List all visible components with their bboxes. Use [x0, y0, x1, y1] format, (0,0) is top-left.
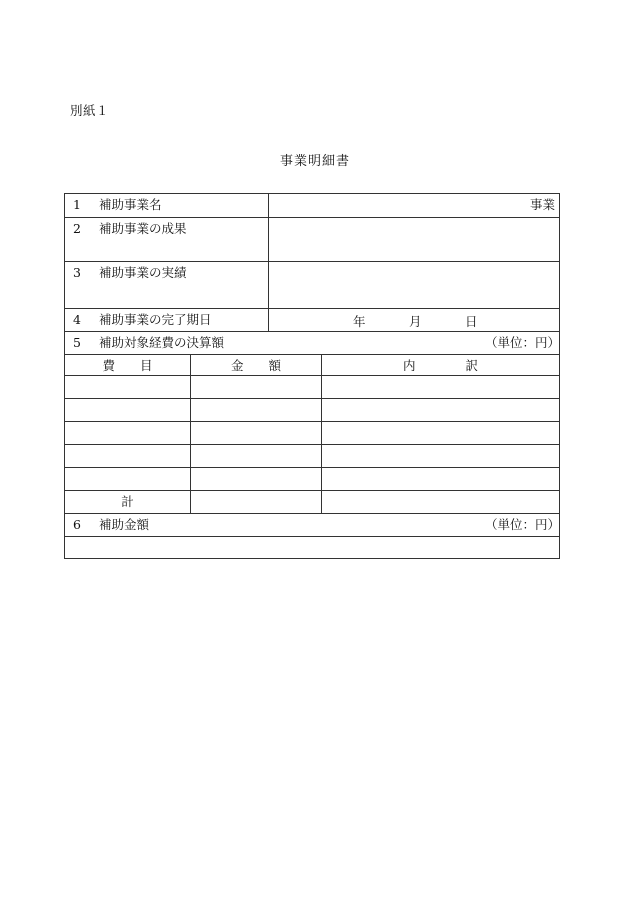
month-label: 月 [409, 314, 422, 329]
year-label: 年 [353, 314, 366, 329]
item-label: 補助事業の完了期日 [99, 312, 212, 327]
completion-date-label-cell [65, 309, 269, 331]
attachment-label: 別紙１ [70, 103, 110, 118]
item-number: 3 [73, 265, 81, 280]
breakdown-cell[interactable] [322, 468, 559, 490]
project-detail-form [64, 193, 560, 559]
amount-cell[interactable] [191, 422, 322, 444]
expense-item-cell[interactable] [65, 399, 191, 421]
performance-label-cell [65, 262, 269, 308]
item-number: 5 [73, 335, 81, 350]
project-name-label-cell [65, 194, 269, 217]
header-breakdown: 内 訳 [402, 358, 478, 373]
row-completion-date [65, 308, 559, 331]
project-name-field[interactable] [269, 194, 559, 217]
breakdown-cell[interactable] [322, 445, 559, 467]
total-amount-cell[interactable] [191, 491, 322, 513]
breakdown-cell[interactable] [322, 422, 559, 444]
expense-item-cell[interactable] [65, 376, 191, 398]
header-expense-item: 費 目 [65, 355, 191, 375]
expense-item-cell[interactable] [65, 445, 191, 467]
settlement-heading [65, 332, 559, 354]
amount-cell[interactable] [191, 399, 322, 421]
item-number: 2 [73, 221, 81, 236]
unit-label: （単位：円） [484, 335, 560, 350]
project-suffix: 事業 [529, 197, 555, 212]
item-number: 6 [73, 517, 81, 532]
table-row [65, 375, 559, 398]
amount-cell[interactable] [191, 445, 322, 467]
results-label-cell [65, 218, 269, 261]
performance-field[interactable] [269, 262, 559, 308]
breakdown-cell[interactable] [322, 399, 559, 421]
expense-item-cell[interactable] [65, 468, 191, 490]
document-title: 事業明細書 [279, 154, 350, 169]
breakdown-cell[interactable] [322, 376, 559, 398]
table-row [65, 444, 559, 467]
amount-cell[interactable] [191, 468, 322, 490]
results-field[interactable] [269, 218, 559, 261]
item-label: 補助事業名 [99, 197, 162, 212]
row-grant-value [65, 536, 559, 558]
header-amount: 金 額 [191, 355, 322, 375]
unit-label: （単位：円） [484, 517, 560, 532]
expense-table-header [65, 354, 559, 375]
total-label: 計 [65, 491, 191, 513]
item-number: 1 [73, 197, 81, 212]
total-breakdown-cell[interactable] [322, 491, 559, 513]
item-label: 補助事業の実績 [99, 265, 187, 280]
item-label: 補助事業の成果 [99, 221, 187, 236]
row-settlement-heading [65, 331, 559, 354]
expense-item-cell[interactable] [65, 422, 191, 444]
completion-date-field[interactable] [269, 309, 559, 331]
day-label: 日 [465, 314, 478, 329]
item-label: 補助金額 [99, 517, 150, 532]
item-label: 補助対象経費の決算額 [99, 335, 225, 350]
row-performance [65, 261, 559, 308]
item-number: 4 [73, 312, 81, 327]
table-total-row [65, 490, 559, 513]
row-grant-heading [65, 513, 559, 536]
table-row [65, 398, 559, 421]
amount-cell[interactable] [191, 376, 322, 398]
grant-heading [65, 514, 559, 536]
table-row [65, 421, 559, 444]
row-results [65, 217, 559, 261]
table-row [65, 467, 559, 490]
grant-amount-field[interactable] [65, 537, 559, 558]
row-project-name [65, 194, 559, 217]
